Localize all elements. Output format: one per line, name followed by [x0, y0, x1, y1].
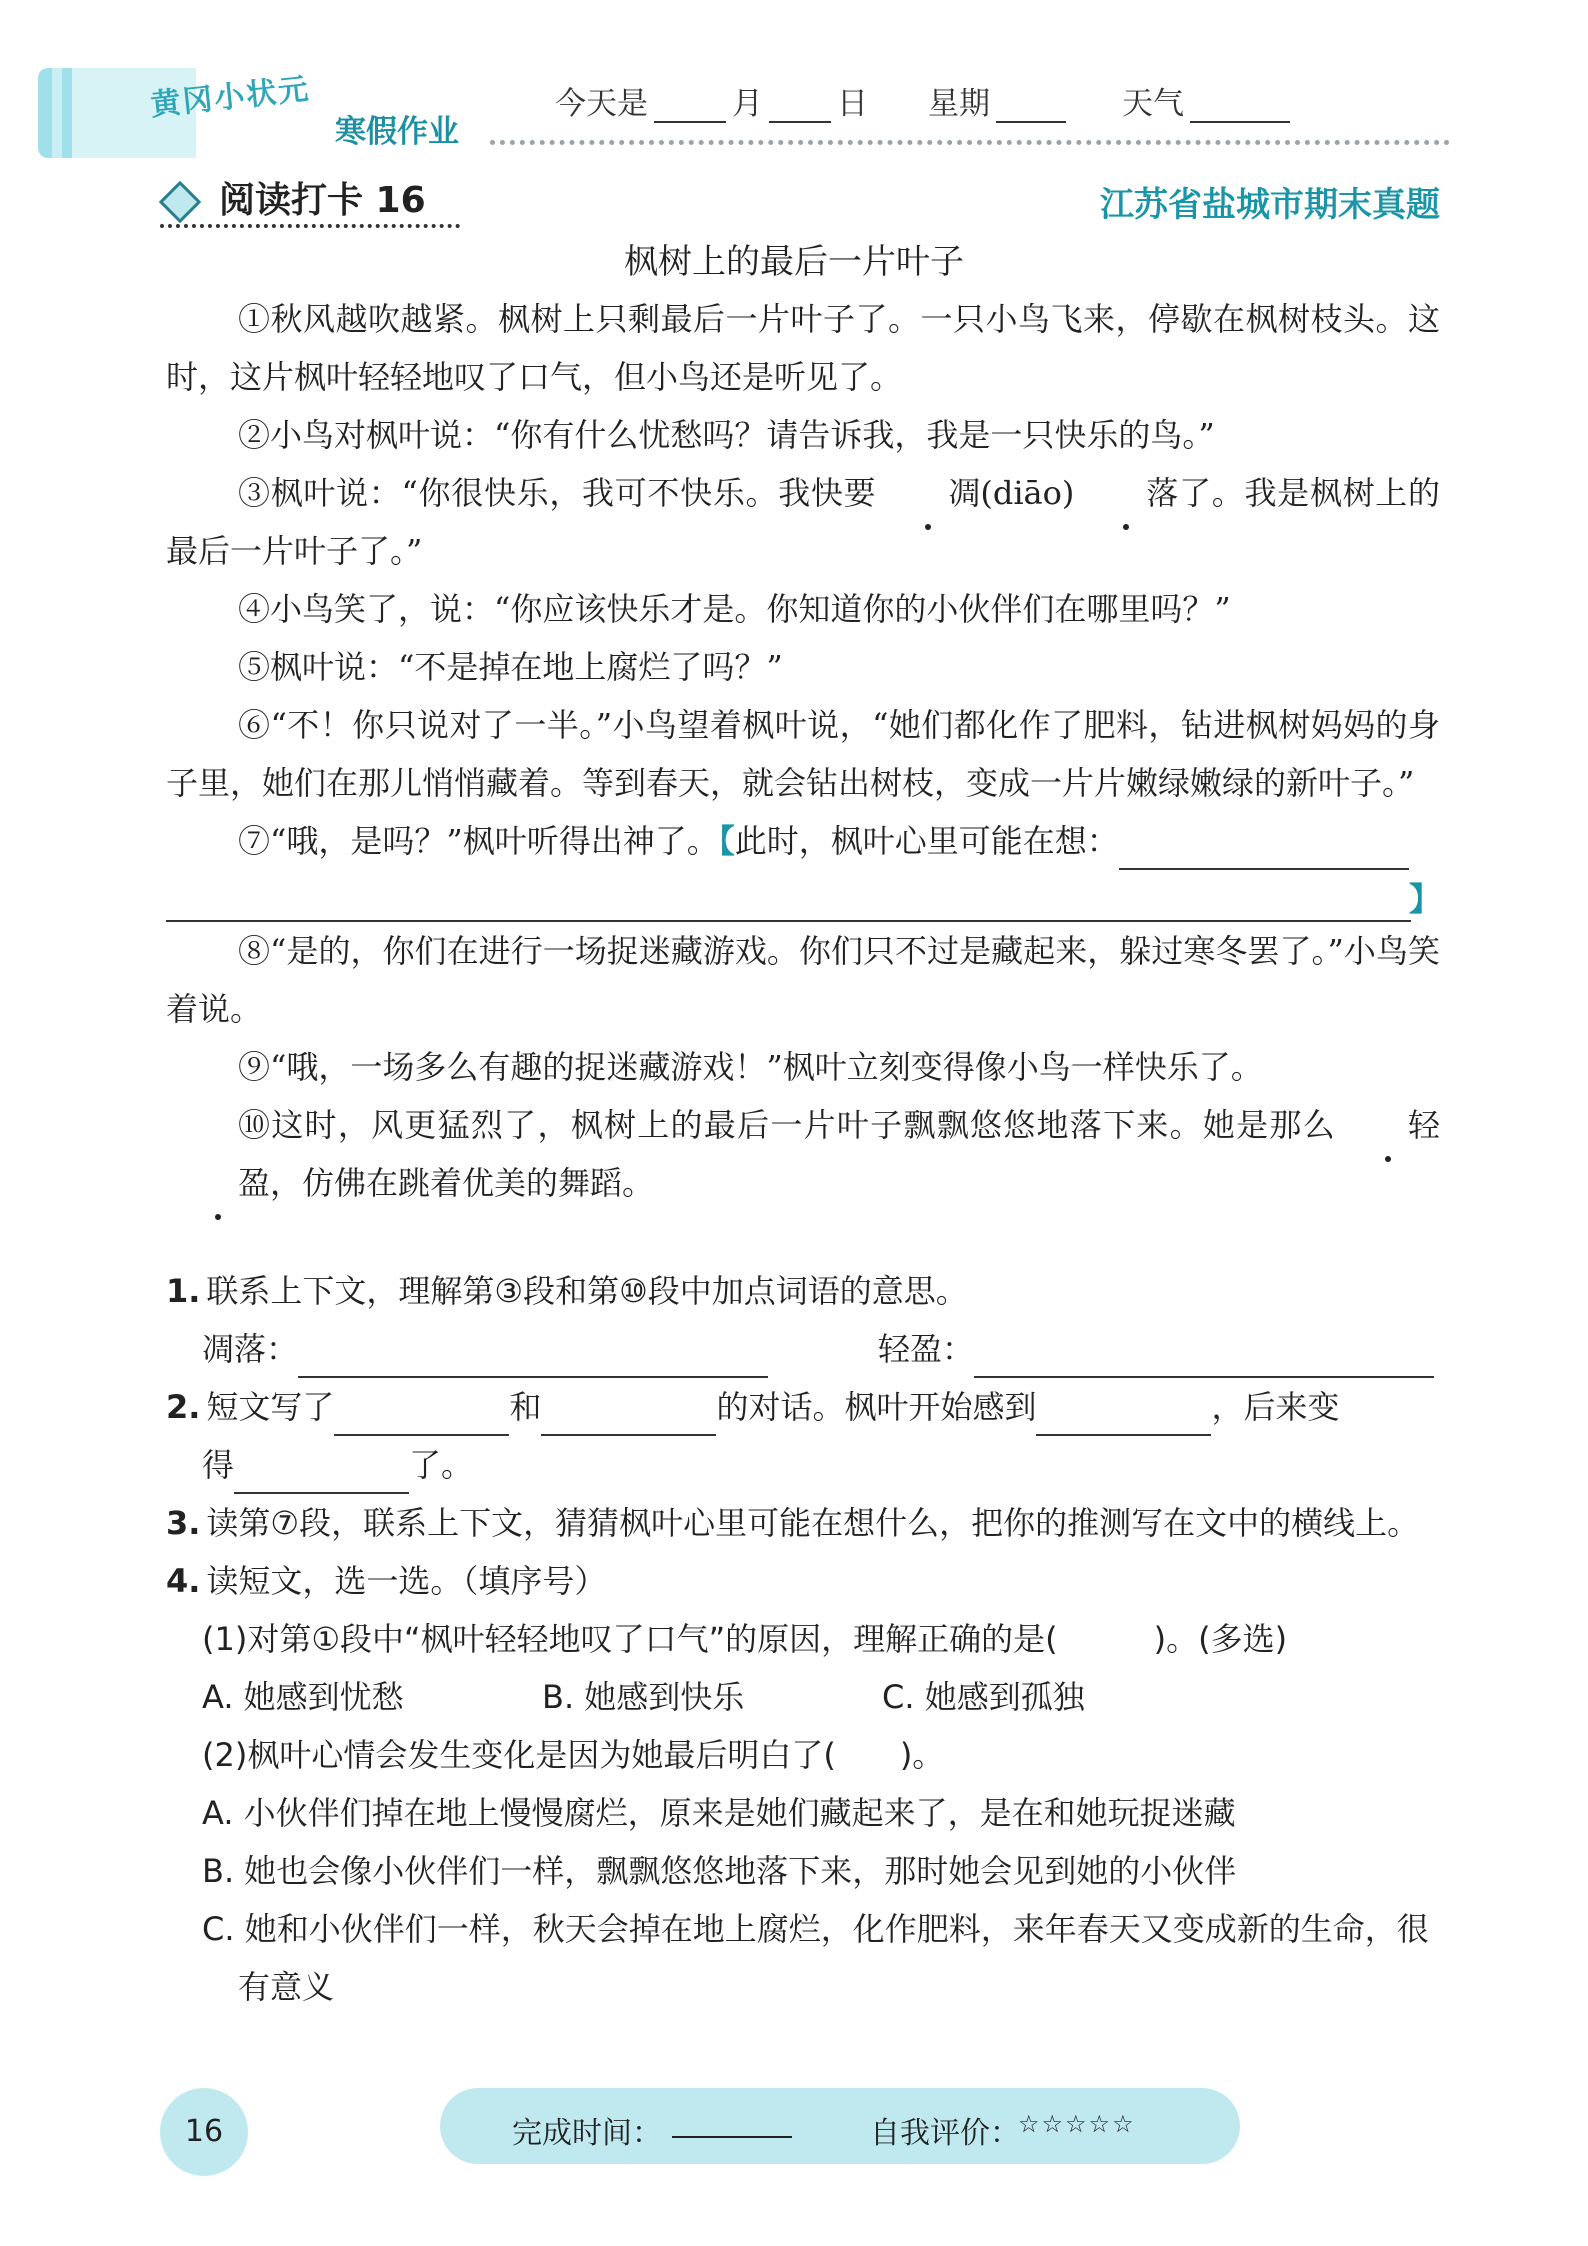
- brand-subtitle: 寒假作业: [335, 114, 459, 150]
- section-title-text: 阅读打卡 16: [219, 180, 426, 221]
- question-2-cont: [166, 1436, 1440, 1494]
- q2-text-f: 了。: [409, 1446, 474, 1484]
- paragraph-8: ⑧“是的，你们在进行一场捉迷藏游戏。你们只不过是藏起来，躲过寒冬罢了。”小鸟笑着说。: [166, 932, 1440, 1028]
- question-2: [166, 1378, 1440, 1436]
- p3-text-a: ③枫叶说：“你很快乐，我可不快乐。我快要: [238, 474, 877, 512]
- q2-blank-1[interactable]: [334, 1400, 509, 1436]
- q1-number: 1.: [166, 1272, 201, 1310]
- question-3: [166, 1494, 1440, 1552]
- paragraph-5: ⑤枫叶说：“不是掉在地上腐烂了吗？”: [238, 648, 783, 686]
- option-b[interactable]: B. 她感到快乐: [542, 1678, 745, 1716]
- paragraph-1: ①秋风越吹越紧。枫树上只剩最后一片叶子了。一只小鸟飞来，停歇在枫树枝头。这时，这片枫叶轻轻地叹了口气，但小鸟还是听见了。: [166, 300, 1440, 396]
- date-line: [555, 78, 1296, 123]
- p10-text-a: ⑩这时，风更猛烈了，枫树上的最后一片叶子飘飘悠悠地落下来。她是那么: [238, 1106, 1336, 1144]
- q2-blank-4[interactable]: [234, 1458, 409, 1494]
- p3-pinyin: (diāo): [980, 474, 1075, 512]
- q2-text-c: 的对话。枫叶开始感到: [716, 1388, 1037, 1426]
- question-1: [166, 1262, 1440, 1320]
- page-header: [0, 0, 1588, 170]
- q3-text: 读第⑦段，联系上下文，猜猜枫叶心里可能在想什么，把你的推测写在文中的横线上。: [206, 1504, 1420, 1542]
- weekday-blank[interactable]: [996, 91, 1066, 123]
- self-eval-label: 自我评价：: [870, 2116, 1020, 2151]
- exam-source: 江苏省盐城市期末真题: [1100, 185, 1440, 225]
- date-prefix: 今天是: [555, 86, 648, 122]
- brand-logo: 黄冈小状元: [148, 71, 312, 124]
- question-4: [166, 1552, 1440, 1610]
- q1-answer-1[interactable]: [298, 1342, 768, 1378]
- day-blank[interactable]: [769, 91, 831, 123]
- q3-number: 3.: [166, 1504, 201, 1542]
- weather-blank[interactable]: [1190, 91, 1290, 123]
- q2-text-b: 和: [509, 1388, 542, 1426]
- q4-sub-2-option-b[interactable]: B. 她也会像小伙伴们一样，飘飘悠悠地落下来，那时她会见到她的小伙伴: [202, 1852, 1237, 1890]
- header-dotted-line: [490, 140, 1450, 145]
- star-rating[interactable]: ☆☆☆☆☆: [1018, 2110, 1136, 2138]
- p7-text-b: 此时，枫叶心里可能在想：: [734, 822, 1119, 860]
- paragraph-9: ⑨“哦，一场多么有趣的捉迷藏游戏！”枫叶立刻变得像小鸟一样快乐了。: [238, 1048, 1263, 1086]
- option-c[interactable]: C. 她感到孤独: [882, 1678, 1085, 1716]
- q2-number: 2.: [166, 1388, 201, 1426]
- passage-body: [166, 290, 1440, 1212]
- month-blank[interactable]: [654, 91, 726, 123]
- section-title: [165, 172, 426, 223]
- option-a[interactable]: A. 她感到忧愁: [202, 1678, 404, 1716]
- paragraph-4: ④小鸟笑了，说：“你应该快乐才是。你知道你的小伙伴们在哪里吗？”: [238, 590, 1231, 628]
- footer-bar: [440, 2088, 1240, 2164]
- weather-label: 天气: [1122, 86, 1184, 122]
- questions: [166, 1262, 1440, 2016]
- q1-word-2: 轻盈：: [878, 1330, 975, 1368]
- q4-sub-1-options: [166, 1668, 1440, 1726]
- p7-text-a: ⑦“哦，是吗？”枫叶听得出神了。: [238, 822, 719, 860]
- q4-sub-2-option-a[interactable]: A. 小伙伴们掉在地上慢慢腐烂，原来是她们藏起来了，是在和她玩捉迷藏: [202, 1794, 1236, 1832]
- q4-sub-1: (1)对第①段中“枫叶轻轻地叹了口气”的原因，理解正确的是( )。(多选): [202, 1620, 1288, 1658]
- paragraph-6: ⑥“不！你只说对了一半。”小鸟望着枫叶说，“她们都化作了肥料，钻进枫树妈妈的身子里，她们在那儿悄悄藏着。等到春天，就会钻出树枝，变成一片片嫩绿嫩绿的新叶子。”: [166, 706, 1440, 802]
- dotted-char-ying: 盈: [166, 1154, 270, 1212]
- completion-time-blank[interactable]: [672, 2136, 792, 2138]
- month-label: 月: [732, 86, 763, 122]
- section-underline: [160, 224, 460, 228]
- paragraph-10: [166, 1096, 1440, 1212]
- q4-text: 读短文，选一选。（填序号）: [206, 1562, 607, 1600]
- dotted-char-qing: 轻: [1336, 1096, 1440, 1154]
- question-1-answers: [166, 1320, 1440, 1378]
- q4-sub-2: (2)枫叶心情会发生变化是因为她最后明白了( )。: [202, 1736, 945, 1774]
- q2-text-e: 得: [202, 1446, 235, 1484]
- diamond-icon: [159, 181, 201, 223]
- bracket-close: 】: [1408, 880, 1441, 918]
- p10-text-b: ，仿佛在跳着优美的舞蹈。: [270, 1164, 655, 1202]
- day-label: 日: [837, 86, 868, 122]
- completion-time-label: 完成时间：: [512, 2116, 662, 2151]
- q2-blank-3[interactable]: [1036, 1400, 1211, 1436]
- q4-sub-2-option-c[interactable]: C. 她和小伙伴们一样，秋天会掉在地上腐烂，化作肥料，来年春天又变成新的生命，很有意义: [202, 1910, 1429, 2006]
- q1-word-1: 凋落：: [202, 1330, 299, 1368]
- paragraph-7: [166, 812, 1440, 870]
- q2-blank-2[interactable]: [541, 1400, 716, 1436]
- q1-answer-2[interactable]: [974, 1342, 1434, 1378]
- q2-text-d: ，后来变: [1211, 1388, 1340, 1426]
- q4-number: 4.: [166, 1562, 201, 1600]
- q2-text-a: 短文写了: [206, 1388, 335, 1426]
- p7-answer-line-1[interactable]: [1119, 836, 1409, 870]
- dotted-char-luo: 落: [1074, 464, 1178, 522]
- p3-text-b: 了。我是枫树上的最后一片叶子了。”: [166, 474, 1440, 570]
- paragraph-3: [166, 464, 1440, 580]
- page-number: 16: [160, 2088, 248, 2176]
- weekday-label: 星期: [928, 86, 990, 122]
- p7-answer-line-2[interactable]: [166, 870, 1441, 922]
- bracket-open: 【: [718, 822, 735, 860]
- paragraph-2: ②小鸟对枫叶说：“你有什么忧愁吗？请告诉我，我是一只快乐的鸟。”: [238, 416, 1215, 454]
- passage-title: 枫树上的最后一片叶子: [624, 242, 964, 282]
- dotted-char-diao: 凋: [876, 464, 980, 522]
- q1-text: 联系上下文，理解第③段和第⑩段中加点词语的意思。: [206, 1272, 968, 1310]
